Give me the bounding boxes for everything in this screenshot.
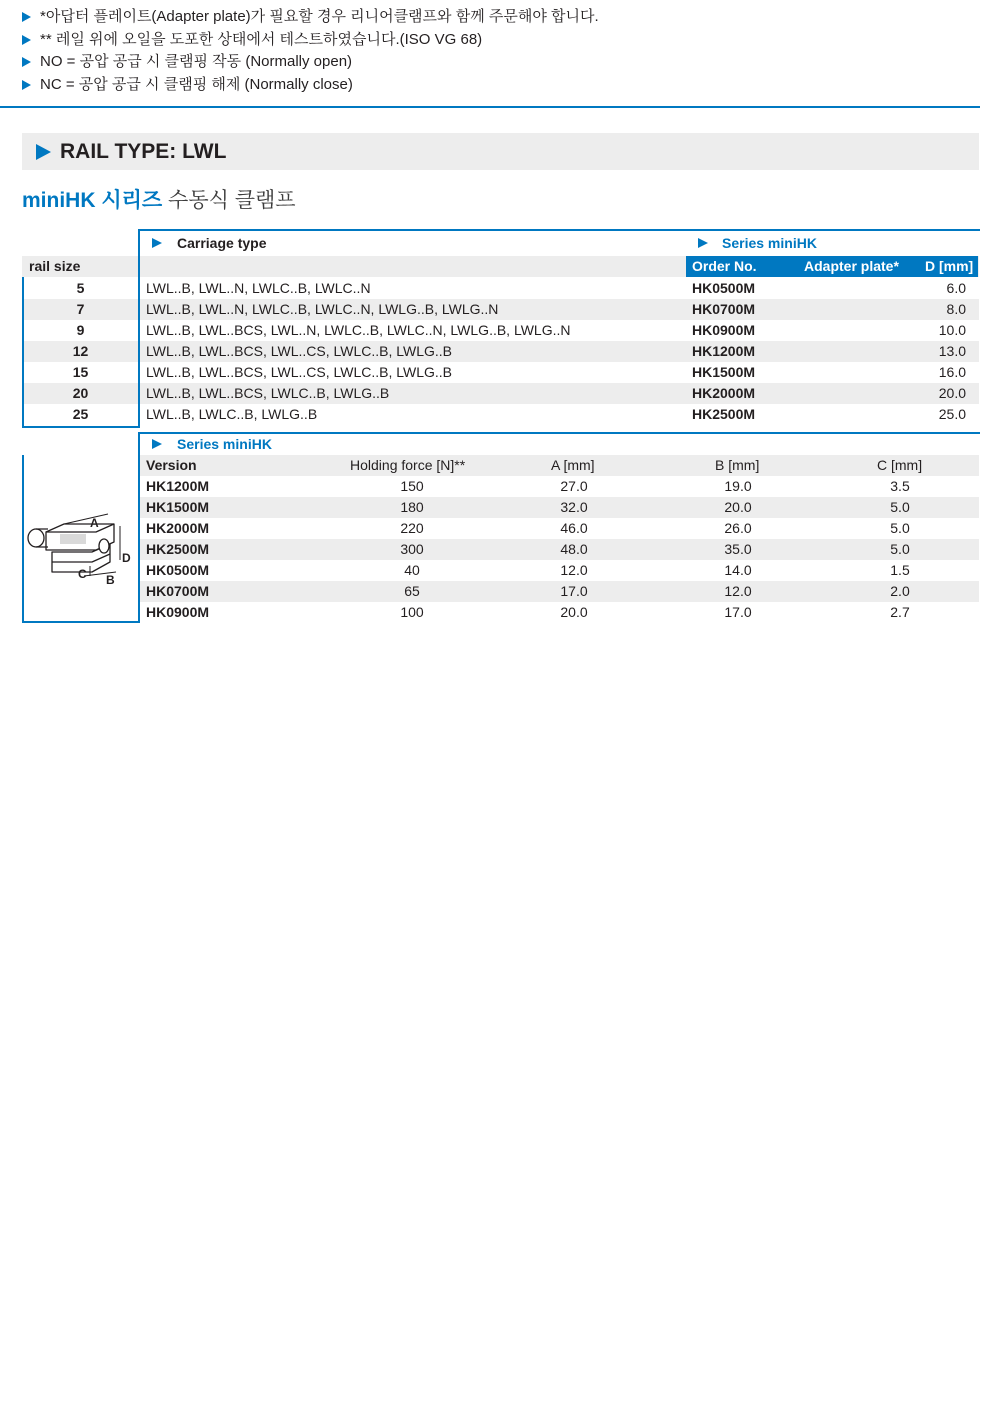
table-row	[139, 581, 979, 602]
a-cell: 17.0	[560, 583, 588, 599]
order-no-header: Order No.	[692, 258, 757, 274]
carriage-cell: LWL..B, LWL..BCS, LWL..CS, LWLC..B, LWLG..B	[146, 343, 452, 359]
order-no-cell: HK2000M	[692, 385, 756, 401]
rail-size-cell: 12	[22, 341, 139, 362]
notes-list	[22, 6, 982, 96]
adapter-plate-header: Adapter plate*	[804, 258, 899, 274]
triangle-bullet-icon	[698, 238, 708, 248]
holding-force-header: Holding force [N]**	[350, 457, 466, 473]
version-cell: HK0700M	[146, 583, 210, 599]
table-row	[139, 560, 979, 581]
a-cell: 46.0	[560, 520, 588, 536]
note-text: *아답터 플레이트(Adapter plate)가 필요할 경우 리니어클램프와 함께 주문해야 합니다.	[40, 8, 599, 25]
rail-size-cell: 5	[76, 280, 85, 296]
rail-size-header: rail size	[22, 256, 139, 277]
force-cell: 220	[400, 520, 424, 536]
table-divider	[138, 229, 140, 277]
b-cell: 20.0	[724, 499, 752, 515]
table-header-row	[139, 455, 979, 476]
a-cell: 20.0	[560, 604, 588, 620]
version-cell: HK2500M	[146, 541, 210, 557]
table-row	[139, 383, 979, 404]
force-cell: 150	[400, 478, 424, 494]
divider	[0, 106, 980, 108]
force-cell: 300	[400, 541, 424, 557]
c-cell: 2.7	[890, 604, 910, 620]
note-text: NO = 공압 공급 시 클램핑 작동 (Normally open)	[40, 53, 353, 70]
rail-size-cell: 7	[22, 299, 139, 320]
rail-size-cell: 25	[72, 406, 89, 422]
carriage-cell: LWL..B, LWL..N, LWLC..B, LWLC..N	[146, 280, 371, 296]
d-cell: 13.0	[938, 343, 966, 359]
order-no-cell: HK0500M	[692, 280, 756, 296]
table-row	[139, 278, 979, 299]
c-cell: 5.0	[890, 541, 910, 557]
b-mm-header: B [mm]	[715, 457, 760, 473]
b-cell: 26.0	[724, 520, 752, 536]
rail-size-cell: 9	[76, 322, 85, 338]
order-header-bar	[686, 256, 978, 277]
a-mm-header: A [mm]	[551, 457, 595, 473]
table-bottom-rule	[22, 621, 140, 623]
force-cell: 65	[404, 583, 420, 599]
triangle-bullet-icon	[152, 238, 162, 248]
rail-size-cell: 20	[22, 383, 139, 404]
table-row	[139, 404, 979, 425]
c-cell: 5.0	[890, 520, 910, 536]
b-cell: 17.0	[724, 604, 752, 620]
carriage-cell: LWL..B, LWL..BCS, LWL..CS, LWLC..B, LWLG..B	[146, 364, 452, 380]
page-subtitle	[22, 186, 296, 216]
version-cell: HK0500M	[146, 562, 210, 578]
table-row	[139, 362, 979, 383]
note-text: ** 레일 위에 오일을 도포한 상태에서 테스트하였습니다.(ISO VG 68)	[40, 30, 483, 48]
c-cell: 5.0	[890, 499, 910, 515]
version-header: Version	[146, 457, 197, 473]
table-divider	[138, 277, 140, 427]
triangle-bullet-icon	[22, 12, 31, 22]
c-cell: 3.5	[890, 478, 910, 494]
table-row	[139, 602, 979, 623]
note-text: NC = 공압 공급 시 클램핑 해제 (Normally close)	[40, 75, 353, 93]
force-cell: 100	[400, 604, 424, 620]
table-bottom-rule	[22, 426, 140, 428]
table-row	[139, 341, 979, 362]
order-no-cell: HK1500M	[692, 364, 756, 380]
b-cell: 14.0	[724, 562, 752, 578]
c-cell: 2.0	[890, 583, 910, 599]
dimension-label-d: D	[122, 551, 131, 565]
dimension-label-c: C	[78, 567, 87, 581]
carriage-cell: LWL..B, LWL..BCS, LWLC..B, LWLG..B	[146, 385, 390, 401]
carriage-cell: LWL..B, LWLC..B, LWLG..B	[146, 406, 318, 422]
d-cell: 16.0	[938, 364, 966, 380]
b-cell: 35.0	[724, 541, 752, 557]
version-cell: HK0900M	[146, 604, 210, 620]
carriage-cell: LWL..B, LWL..BCS, LWL..N, LWLC..B, LWLC..N, LWLG..B, LWLG..N	[146, 322, 571, 338]
series-title: Series miniHK	[177, 436, 272, 452]
carriage-cell: LWL..B, LWL..N, LWLC..B, LWLC..N, LWLG..B, LWLG..N	[146, 301, 499, 317]
table-row	[139, 299, 979, 320]
note-item	[22, 74, 982, 97]
d-mm-header: D [mm]	[925, 258, 974, 274]
triangle-bullet-icon	[152, 439, 162, 449]
subtitle-desc: 수동식 클램프	[162, 189, 296, 212]
triangle-bullet-icon	[36, 144, 51, 160]
version-cell: HK1200M	[146, 478, 210, 494]
clamp-dimension-diagram	[24, 510, 136, 594]
d-cell: 20.0	[938, 385, 966, 401]
d-cell: 8.0	[946, 301, 966, 317]
version-cell: HK1500M	[146, 499, 210, 515]
table-top-rule	[139, 229, 980, 231]
triangle-bullet-icon	[22, 80, 31, 90]
dimension-label-b: B	[106, 573, 115, 587]
section-band	[22, 133, 979, 170]
order-no-cell: HK1200M	[692, 343, 756, 359]
c-cell: 1.5	[890, 562, 910, 578]
dimension-label-a: A	[90, 516, 99, 530]
table-row	[139, 497, 979, 518]
triangle-bullet-icon	[22, 57, 31, 67]
c-mm-header: C [mm]	[877, 457, 923, 473]
a-cell: 48.0	[560, 541, 588, 557]
rail-size-cell: 15	[72, 364, 89, 380]
series-title: Series miniHK	[722, 235, 817, 251]
a-cell: 12.0	[560, 562, 588, 578]
note-item	[22, 51, 982, 74]
note-item	[22, 6, 982, 29]
order-no-cell: HK2500M	[692, 406, 756, 422]
d-cell: 25.0	[938, 406, 966, 422]
table-row	[139, 539, 979, 560]
b-cell: 12.0	[724, 583, 752, 599]
force-cell: 40	[404, 562, 420, 578]
a-cell: 32.0	[560, 499, 588, 515]
table-row	[139, 320, 979, 341]
triangle-bullet-icon	[22, 35, 31, 45]
d-cell: 10.0	[938, 322, 966, 338]
b-cell: 19.0	[724, 478, 752, 494]
d-cell: 6.0	[946, 280, 966, 296]
table-divider	[138, 432, 140, 623]
order-no-cell: HK0900M	[692, 322, 756, 338]
version-cell: HK2000M	[146, 520, 210, 536]
table-left-border	[22, 277, 24, 427]
note-item	[22, 29, 982, 52]
section-title: RAIL TYPE: LWL	[60, 140, 227, 163]
table-row	[139, 518, 979, 539]
a-cell: 27.0	[560, 478, 588, 494]
force-cell: 180	[400, 499, 424, 515]
carriage-type-title: Carriage type	[177, 235, 267, 251]
table-row	[139, 476, 979, 497]
order-no-cell: HK0700M	[692, 301, 756, 317]
subtitle-series: miniHK 시리즈	[22, 189, 163, 212]
